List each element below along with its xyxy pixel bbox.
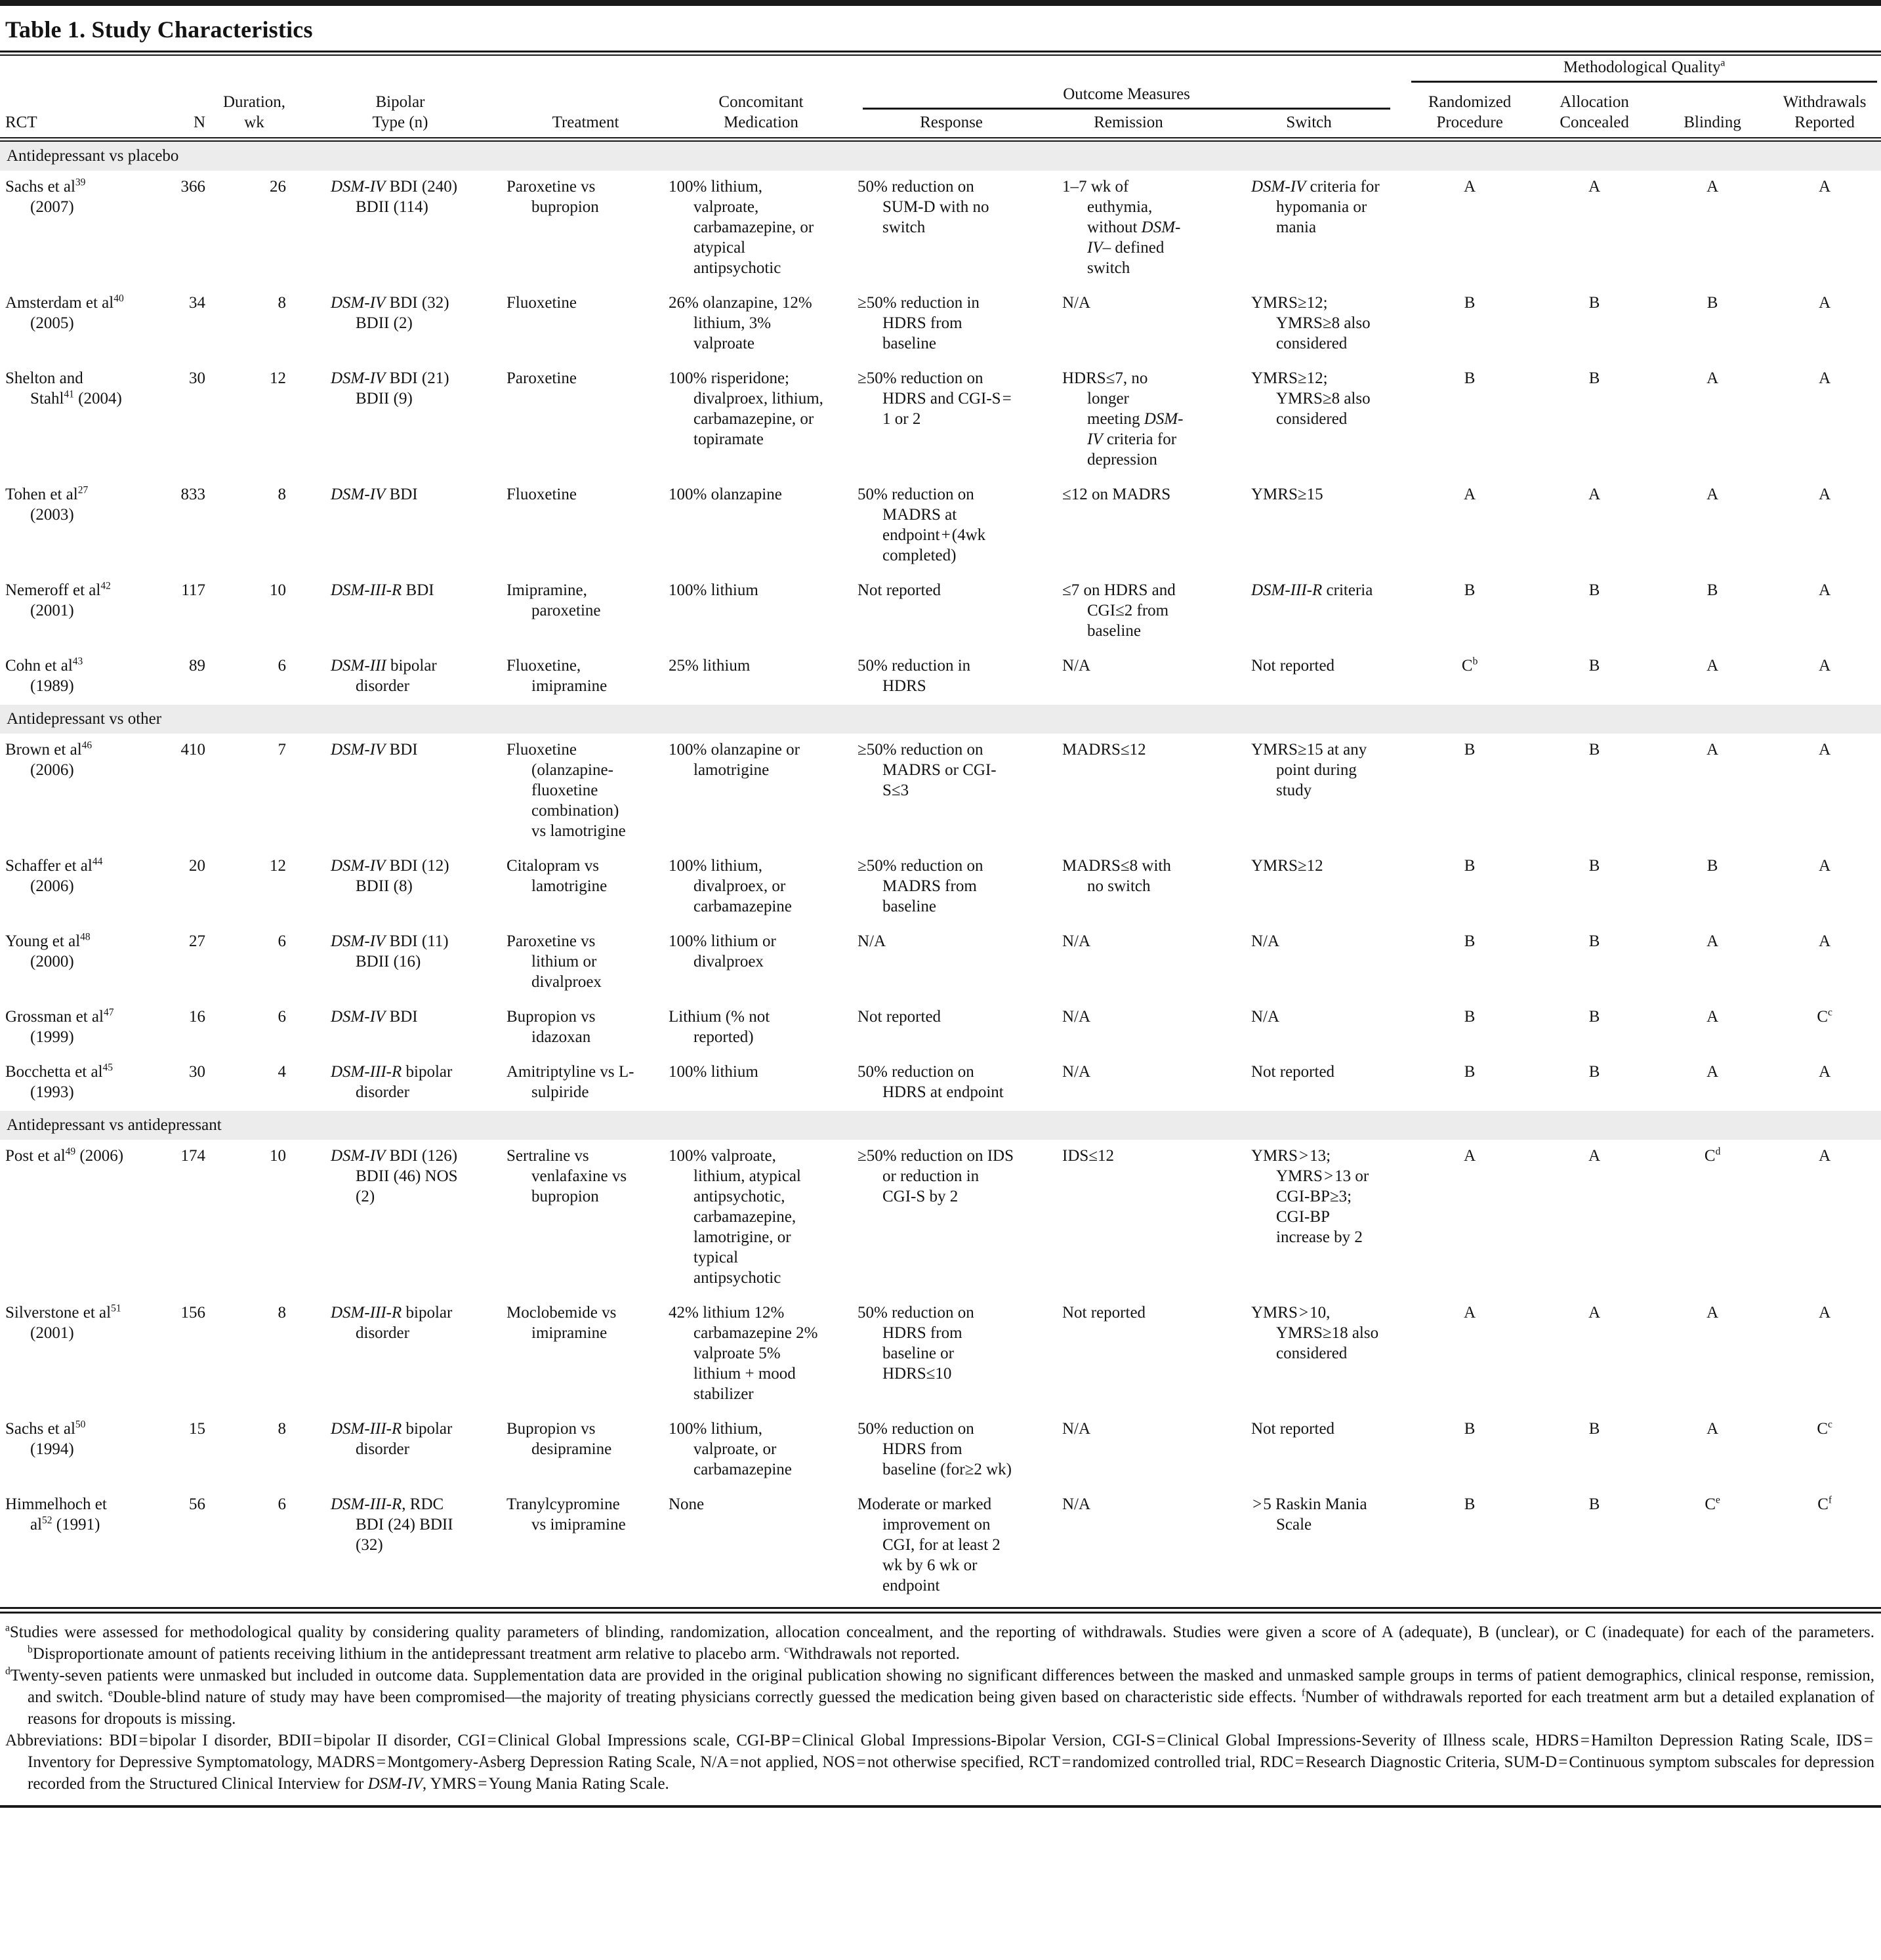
cell-rct: Cohn et $al^{43}$ (1989)	[5, 656, 83, 695]
col-header-response: Response	[856, 110, 1046, 140]
cell-randomized: A	[1464, 486, 1476, 503]
study-row	[0, 1488, 1881, 1604]
cell-switch: N/A	[1251, 1008, 1280, 1026]
cell-duration: 6	[278, 1495, 286, 1513]
cell-concomitant: 100% olanzapine or lamotrigine	[669, 741, 800, 779]
cell-concomitant: 42% lithium 12% carbamazepine 2% valproate 5% lithium + mood stabilizer	[669, 1304, 818, 1403]
cell-withdrawals: $C^c$	[1817, 1007, 1832, 1026]
cell-randomized: B	[1464, 1008, 1476, 1026]
cell-withdrawals: A	[1819, 581, 1831, 599]
cell-rct: Shelton and Stahl$^{41}$ (2004)	[5, 369, 122, 407]
cell-rct: Brown et $al^{46}$ (2006)	[5, 740, 93, 779]
cell-duration: 6	[278, 657, 286, 675]
cell-rct: Sachs et $al^{39}$ (2007)	[5, 177, 86, 216]
cell-randomized: $C^b$	[1461, 656, 1478, 675]
cell-response: 50% reduction in HDRS	[858, 657, 971, 695]
cell-concomitant: 100% risperidone; divalproex, lithium, carbamazepine, or topiramate	[669, 369, 823, 448]
cell-withdrawals: A	[1819, 857, 1831, 875]
cell-treatment: Bupropion vs desipramine	[506, 1420, 612, 1458]
cell-concomitant: 26% olanzapine, 12% lithium, 3% valproate	[669, 294, 812, 352]
cell-switch: Not reported	[1251, 1420, 1335, 1438]
footnote-abbreviations: Abbreviations: BDI = bipolar I disorder, BDII = bipolar II disorder, CGI = Clinical Global Impressions scale, CGI-BP = Clinical Global Impressions-Bipolar Version, CGI-S = Clinical Global Impressions-Severity of Illness scale, HDRS = Hamilton Depression Rating Scale, IDS = Inventory for Depressive Symptomatology, MADRS = Montgomery-Asberg Depression Rating Scale, N/A = not applied, NOS = not otherwise specified, RCT = randomized controlled trial, RDC = Research Diagnostic Criteria, SUM-D = Continuous symptom subscales for depression recorded from the Structured Clinical Interview for DSM-IV, YMRS = Young Mania Rating Scale.	[5, 1732, 1874, 1793]
cell-concomitant: 100% valproate, lithium, atypical antipsychotic, carbamazepine, lamotrigine, or typical antipsychotic	[669, 1147, 801, 1287]
cell-withdrawals: A	[1819, 741, 1831, 759]
cell-blinding: A	[1706, 1063, 1719, 1081]
title-rule	[0, 51, 1881, 56]
cell-response: ≥50% reduction on MADRS from baseline	[858, 857, 983, 915]
cell-duration: 8	[278, 1304, 286, 1322]
cell-remission: N/A	[1062, 1420, 1091, 1438]
cell-bipolar: DSM-IV BDI (11) BDII (16)	[331, 932, 449, 970]
cell-switch: Not reported	[1251, 1063, 1335, 1081]
section-label: Antidepressant vs placebo	[0, 140, 1881, 171]
cell-duration: 7	[278, 741, 286, 759]
cell-switch: N/A	[1251, 932, 1280, 950]
cell-treatment: Paroxetine vs lithium or divalproex	[506, 932, 602, 991]
cell-bipolar: DSM-III-R BDI	[331, 581, 434, 599]
cell-blinding: B	[1706, 857, 1718, 875]
cell-remission: N/A	[1062, 1063, 1091, 1081]
group-header-methodological-quality: Methodological Quality$^a$	[1407, 56, 1881, 83]
cell-n: 20	[189, 857, 205, 875]
cell-blinding: A	[1706, 657, 1719, 675]
cell-duration: 12	[270, 369, 286, 387]
cell-n: 366	[180, 178, 205, 196]
cell-allocation: B	[1588, 657, 1600, 675]
col-header-randomized-procedure: Randomized Procedure	[1407, 83, 1532, 140]
cell-switch: YMRS≥12	[1251, 857, 1323, 875]
footnotes	[0, 1614, 1881, 1801]
header-spacer	[0, 56, 1407, 83]
cell-remission: Not reported	[1062, 1304, 1146, 1322]
study-row	[0, 478, 1881, 574]
cell-bipolar: DSM-IV BDI (32) BDII (2)	[331, 294, 449, 332]
cell-withdrawals: A	[1819, 369, 1831, 387]
cell-rct: Tohen et $al^{27}$ (2003)	[5, 484, 89, 524]
cell-duration: 8	[278, 486, 286, 503]
cell-bipolar: DSM-IV BDI (21) BDII (9)	[331, 369, 449, 407]
cell-blinding: A	[1706, 486, 1719, 503]
cell-response: ≥50% reduction on IDS or reduction in CGI-S by 2	[858, 1147, 1014, 1205]
group-header-outcome-measures: Outcome Measures	[856, 83, 1407, 110]
cell-switch: YMRS≥15	[1251, 486, 1323, 503]
cell-treatment: Citalopram vs lamotrigine	[506, 857, 608, 895]
cell-response: ≥50% reduction on HDRS and CGI-S = 1 or 2	[858, 369, 1013, 428]
cell-randomized: A	[1464, 178, 1476, 196]
cell-concomitant: 100% lithium, divalproex, or carbamazepine	[669, 857, 792, 915]
cell-bipolar: DSM-III-R, RDC BDI (24) BDII (32)	[331, 1495, 453, 1554]
cell-allocation: A	[1588, 486, 1601, 503]
cell-n: 833	[180, 486, 205, 503]
cell-rct: Silverstone et $al^{51}$ (2001)	[5, 1303, 121, 1342]
cell-bipolar: DSM-IV BDI	[331, 741, 418, 759]
footnote-rule	[0, 1607, 1881, 1614]
cell-allocation: A	[1588, 1304, 1601, 1322]
cell-bipolar: DSM-III-R bipolar disorder	[331, 1063, 453, 1101]
cell-randomized: B	[1464, 581, 1476, 599]
col-header-withdrawals-reported: Withdrawals Reported	[1768, 83, 1881, 140]
cell-rct: Schaffer et $al^{44}$ (2006)	[5, 856, 103, 895]
cell-withdrawals: A	[1819, 932, 1831, 950]
cell-allocation: B	[1588, 932, 1600, 950]
cell-withdrawals: A	[1819, 294, 1831, 312]
cell-withdrawals: A	[1819, 657, 1831, 675]
section-label: Antidepressant vs other	[0, 705, 1881, 734]
table-title: Table 1. Study Characteristics	[5, 16, 313, 43]
cell-switch: YMRS≥15 at any point during study	[1251, 741, 1367, 799]
cell-duration: 8	[278, 1420, 286, 1438]
cell-duration: 6	[278, 1008, 286, 1026]
cell-blinding: A	[1706, 932, 1719, 950]
cell-n: 117	[181, 581, 205, 599]
cell-n: 89	[189, 657, 205, 675]
study-row	[0, 1413, 1881, 1488]
col-header-n: N	[164, 83, 213, 140]
cell-blinding: B	[1706, 294, 1718, 312]
cell-switch: DSM-III-R criteria	[1251, 581, 1373, 599]
cell-allocation: A	[1588, 178, 1601, 196]
cell-remission: N/A	[1062, 1495, 1091, 1513]
cell-remission: MADRS≤12	[1062, 741, 1146, 759]
study-row	[0, 1001, 1881, 1056]
cell-n: 56	[189, 1495, 205, 1513]
cell-bipolar: DSM-III-R bipolar disorder	[331, 1304, 453, 1342]
col-header-treatment: Treatment	[505, 83, 666, 140]
cell-allocation: B	[1588, 857, 1600, 875]
cell-randomized: B	[1464, 294, 1476, 312]
cell-rct: Grossman et $al^{47}$ (1999)	[5, 1007, 114, 1046]
section-label: Antidepressant vs antidepressant	[0, 1111, 1881, 1140]
section-row	[0, 1111, 1881, 1140]
cell-duration: 8	[278, 294, 286, 312]
cell-randomized: A	[1464, 1147, 1476, 1165]
cell-treatment: Tranylcypromine vs imipramine	[506, 1495, 626, 1533]
cell-allocation: A	[1588, 1147, 1601, 1165]
study-row	[0, 362, 1881, 478]
cell-concomitant: 100% lithium	[669, 581, 758, 599]
cell-concomitant: 25% lithium	[669, 657, 751, 675]
cell-response: Moderate or marked improvement on CGI, for at least 2 wk by 6 wk or endpoint	[858, 1495, 1001, 1595]
cell-remission: HDRS≤7, no longer meeting DSM-IV criteria for depression	[1062, 369, 1184, 469]
bottom-rule	[0, 1805, 1881, 1808]
cell-withdrawals: A	[1819, 178, 1831, 196]
cell-n: 174	[180, 1147, 205, 1165]
cell-concomitant: 100% olanzapine	[669, 486, 782, 503]
cell-withdrawals: $C^f$	[1817, 1494, 1832, 1513]
cell-switch: Not reported	[1251, 657, 1335, 675]
col-header-remission: Remission	[1046, 110, 1210, 140]
cell-bipolar: DSM-III bipolar disorder	[331, 657, 437, 695]
cell-response: 50% reduction on HDRS from baseline or HDRS≤10	[858, 1304, 974, 1383]
cell-randomized: B	[1464, 1420, 1476, 1438]
cell-duration: 12	[270, 857, 286, 875]
study-row	[0, 850, 1881, 925]
cell-duration: 6	[278, 932, 286, 950]
col-header-rct: RCT	[0, 83, 164, 140]
top-rule	[0, 0, 1881, 6]
cell-response: 50% reduction on SUM-D with no switch	[858, 178, 989, 236]
cell-n: 156	[180, 1304, 205, 1322]
cell-treatment: Moclobemide vs imipramine	[506, 1304, 617, 1342]
cell-bipolar: DSM-IV BDI	[331, 486, 418, 503]
cell-randomized: B	[1464, 857, 1476, 875]
cell-remission: ≤7 on HDRS and CGI≤2 from baseline	[1062, 581, 1176, 640]
cell-rct: Nemeroff et $al^{42}$ (2001)	[5, 580, 111, 619]
cell-concomitant: 100% lithium or divalproex	[669, 932, 776, 970]
cell-blinding: A	[1706, 741, 1719, 759]
section-row	[0, 705, 1881, 734]
cell-duration: 10	[270, 581, 286, 599]
study-row	[0, 734, 1881, 850]
cell-blinding: A	[1706, 369, 1719, 387]
cell-treatment: Fluoxetine	[506, 486, 577, 503]
cell-randomized: B	[1464, 741, 1476, 759]
footnote-details: $^d$Twenty-seven patients were unmasked but included in outcome data. Supplementation data are provided in the original publication showing no significant differences between the masked and unmasked sample groups in terms of patient demographics, clinical response, remission, and switch. $^e$Double-blind nature of study may have been compromised—the majority of treating physicians correctly guessed the medication being given based on characteristic side effects. $^f$Number of withdrawals reported for each treatment arm but a detailed explanation of reasons for dropouts is missing.	[5, 1665, 1875, 1728]
cell-allocation: B	[1588, 369, 1600, 387]
cell-response: 50% reduction on HDRS from baseline (for≥2 wk)	[858, 1420, 1012, 1478]
cell-n: 16	[189, 1008, 205, 1026]
cell-allocation: B	[1588, 1063, 1600, 1081]
study-row	[0, 287, 1881, 362]
cell-treatment: Sertraline vs venlafaxine vs bupropion	[506, 1147, 627, 1205]
cell-remission: IDS≤12	[1062, 1147, 1115, 1165]
study-row	[0, 1140, 1881, 1297]
table-header	[0, 56, 1881, 140]
cell-duration: 4	[278, 1063, 286, 1081]
study-characteristics-table	[0, 56, 1881, 1604]
cell-n: 15	[189, 1420, 205, 1438]
study-row	[0, 1297, 1881, 1413]
col-header-switch: Switch	[1210, 110, 1407, 140]
cell-n: 30	[189, 1063, 205, 1081]
cell-remission: MADRS≤8 with no switch	[1062, 857, 1171, 895]
cell-remission: ≤12 on MADRS	[1062, 486, 1171, 503]
cell-allocation: B	[1588, 581, 1600, 599]
cell-withdrawals: $C^c$	[1817, 1419, 1832, 1438]
col-header-blinding: Blinding	[1657, 83, 1768, 140]
cell-remission: N/A	[1062, 657, 1091, 675]
cell-response: N/A	[858, 932, 886, 950]
cell-blinding: $C^d$	[1704, 1146, 1721, 1165]
cell-blinding: A	[1706, 1008, 1719, 1026]
cell-n: 27	[189, 932, 205, 950]
cell-bipolar: DSM-IV BDI (126) BDII (46) NOS (2)	[331, 1147, 458, 1205]
col-header-duration: Duration, wk	[213, 83, 295, 140]
cell-treatment: Fluoxetine, imipramine	[506, 657, 608, 695]
cell-response: ≥50% reduction in HDRS from baseline	[858, 294, 980, 352]
cell-concomitant: 100% lithium, valproate, or carbamazepine	[669, 1420, 792, 1478]
cell-concomitant: Lithium (% not reported)	[669, 1008, 770, 1046]
cell-treatment: Amitriptyline vs L-sulpiride	[506, 1063, 634, 1101]
cell-blinding: Ce	[1705, 1494, 1720, 1513]
section-row	[0, 140, 1881, 171]
cell-response: 50% reduction on HDRS at endpoint	[858, 1063, 1004, 1101]
cell-randomized: B	[1464, 369, 1476, 387]
cell-response: ≥50% reduction on MADRS or CGI-S≤3	[858, 741, 997, 799]
cell-response: 50% reduction on MADRS at endpoint + (4wk completed)	[858, 486, 986, 564]
cell-rct: Post et $al^{49}$ (2006)	[5, 1146, 124, 1165]
cell-rct: Himmelhoch et $al^{52}$ (1991)	[5, 1495, 107, 1533]
study-row	[0, 1056, 1881, 1111]
cell-bipolar: DSM-IV BDI (240) BDII (114)	[331, 178, 458, 216]
cell-switch: YMRS≥12; YMRS≥8 also considered	[1251, 369, 1371, 428]
cell-blinding: A	[1706, 178, 1719, 196]
cell-rct: Bocchetta et $al^{45}$ (1993)	[5, 1062, 114, 1101]
cell-remission: N/A	[1062, 294, 1091, 312]
cell-switch: > 5 Raskin Mania Scale	[1251, 1495, 1367, 1533]
cell-duration: 26	[270, 178, 286, 196]
cell-allocation: B	[1588, 1495, 1600, 1513]
cell-n: 34	[189, 294, 205, 312]
cell-withdrawals: A	[1819, 1304, 1831, 1322]
cell-n: 30	[189, 369, 205, 387]
cell-concomitant: 100% lithium	[669, 1063, 758, 1081]
cell-n: 410	[180, 741, 205, 759]
cell-switch: DSM-IV criteria for hypomania or mania	[1251, 178, 1380, 236]
cell-withdrawals: A	[1819, 1063, 1831, 1081]
cell-remission: 1–7 wk of euthymia, without DSM-IV– defined switch	[1062, 178, 1181, 277]
cell-concomitant: None	[669, 1495, 705, 1513]
cell-treatment: Paroxetine vs bupropion	[506, 178, 599, 216]
study-row	[0, 171, 1881, 287]
cell-rct: Young et $al^{48}$ (2000)	[5, 931, 91, 970]
cell-treatment: Paroxetine	[506, 369, 577, 387]
col-header-bipolar-type: Bipolar Type (n)	[295, 83, 505, 140]
cell-randomized: B	[1464, 1495, 1476, 1513]
cell-treatment: Imipramine, paroxetine	[506, 581, 601, 619]
cell-randomized: A	[1464, 1304, 1476, 1322]
cell-switch: YMRS > 13; YMRS > 13 or CGI-BP≥3; CGI-BP increase by 2	[1251, 1147, 1369, 1246]
study-row	[0, 574, 1881, 650]
study-row	[0, 925, 1881, 1001]
col-header-allocation-concealed: Allocation Concealed	[1532, 83, 1657, 140]
cell-allocation: B	[1588, 1420, 1600, 1438]
cell-withdrawals: A	[1819, 1147, 1831, 1165]
cell-withdrawals: A	[1819, 486, 1831, 503]
cell-switch: YMRS > 10, YMRS≥18 also considered	[1251, 1304, 1379, 1362]
cell-remission: N/A	[1062, 1008, 1091, 1026]
cell-allocation: B	[1588, 741, 1600, 759]
cell-randomized: B	[1464, 932, 1476, 950]
cell-rct: Amsterdam et $al^{40}$ (2005)	[5, 293, 124, 332]
table-body	[0, 140, 1881, 1605]
cell-response: Not reported	[858, 1008, 941, 1026]
cell-concomitant: 100% lithium, valproate, carbamazepine, or atypical antipsychotic	[669, 178, 814, 277]
cell-allocation: B	[1588, 294, 1600, 312]
study-row	[0, 650, 1881, 705]
cell-remission: N/A	[1062, 932, 1091, 950]
cell-switch: YMRS≥12; YMRS≥8 also considered	[1251, 294, 1371, 352]
cell-treatment: Fluoxetine	[506, 294, 577, 312]
cell-treatment: Fluoxetine (olanzapine-fluoxetine combination) vs lamotrigine	[506, 741, 626, 840]
cell-response: Not reported	[858, 581, 941, 599]
cell-bipolar: DSM-IV BDI (12) BDII (8)	[331, 857, 449, 895]
cell-treatment: Bupropion vs idazoxan	[506, 1008, 596, 1046]
cell-randomized: B	[1464, 1063, 1476, 1081]
cell-allocation: B	[1588, 1008, 1600, 1026]
col-header-concomitant-medication: Concomitant Medication	[666, 83, 856, 140]
cell-blinding: A	[1706, 1304, 1719, 1322]
cell-blinding: A	[1706, 1420, 1719, 1438]
cell-bipolar: DSM-III-R bipolar disorder	[331, 1420, 453, 1458]
cell-blinding: B	[1706, 581, 1718, 599]
cell-rct: Sachs et $al^{50}$ (1994)	[5, 1419, 86, 1458]
footnote-quality: $^a$Studies were assessed for methodological quality by considering quality parameters of blinding, randomization, allocation concealment, and the reporting of withdrawals. Studies were given a score of A (adequate), B (unclear), or C (inadequate) for each of the parameters. $^b$Disproportionate amount of patients receiving lithium in the antidepressant treatment arm relative to placebo arm. $^c$Withdrawals not reported.	[5, 1622, 1874, 1663]
cell-bipolar: DSM-IV BDI	[331, 1008, 418, 1026]
cell-duration: 10	[270, 1147, 286, 1165]
